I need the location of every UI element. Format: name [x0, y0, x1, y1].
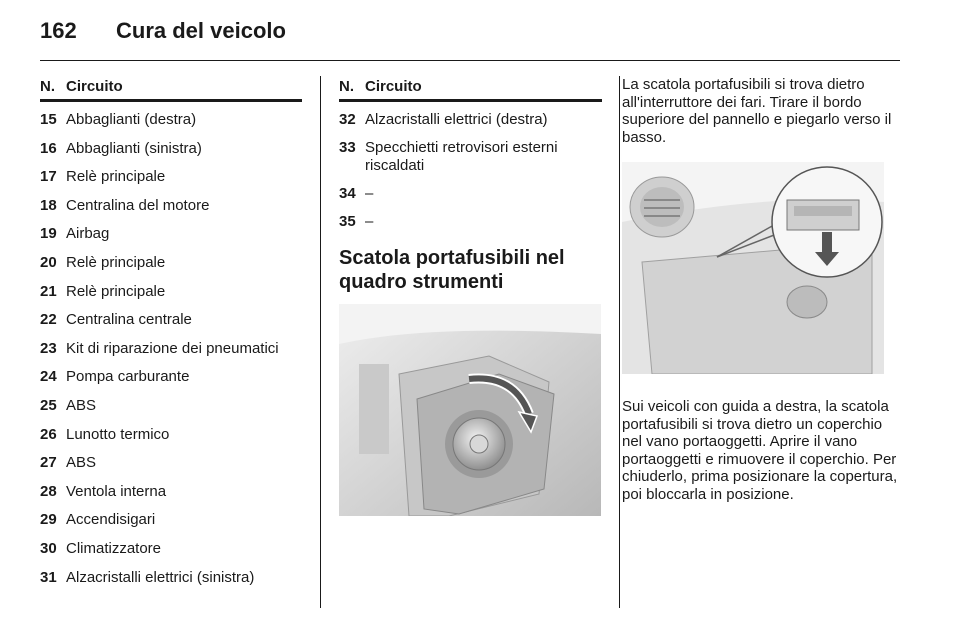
fuse-circuit: Centralina centrale — [66, 311, 192, 329]
fuse-row — [339, 134, 602, 180]
fuse-circuit: Alzacristalli elettrici (destra) — [365, 111, 548, 128]
fuse-row — [40, 249, 302, 278]
fuse-number: 15 — [40, 111, 57, 128]
fuse-number: 29 — [40, 511, 57, 529]
fuse-circuit: Pompa carburante — [66, 368, 190, 386]
fuse-number: 22 — [40, 311, 57, 329]
fuse-circuit: ABS — [66, 396, 97, 414]
fuse-number: 27 — [40, 454, 57, 472]
table-header — [40, 76, 302, 102]
fuse-number: 21 — [40, 282, 57, 300]
fuse-circuit: Airbag — [66, 225, 110, 243]
fuse-number: 20 — [40, 253, 57, 271]
fuse-row — [40, 392, 302, 421]
fuse-row — [339, 208, 602, 236]
fuse-circuit: ABS — [66, 454, 97, 472]
fuse-row — [40, 506, 302, 535]
instrument-panel-fusebox-illustration — [339, 304, 601, 516]
fuse-row — [339, 106, 602, 134]
page-title: Cura del veicolo — [116, 18, 286, 43]
glovebox-fusebox-illustration — [622, 162, 884, 374]
section-title: Scatola portafusibili nel quadro strumenti — [339, 247, 565, 293]
fuse-circuit: Climatizzatore — [66, 539, 162, 557]
fuse-number: 28 — [40, 482, 57, 500]
fuse-circuit: Relè principale — [66, 168, 166, 186]
page-header — [40, 18, 900, 52]
fuse-number: 18 — [40, 196, 57, 214]
fuse-row — [40, 192, 302, 221]
fuse-circuit: Abbaglianti (destra) — [66, 111, 197, 128]
fuse-number: 17 — [40, 168, 57, 186]
fuse-row — [40, 564, 302, 593]
fuse-circuit: – — [365, 185, 374, 202]
fuse-number: 30 — [40, 539, 57, 557]
fuse-circuit: Kit di riparazione dei pneumatici — [66, 339, 279, 357]
header-divider — [40, 60, 900, 61]
fuse-row — [40, 278, 302, 307]
fuse-number: 33 — [339, 139, 356, 156]
fuse-row — [40, 421, 302, 450]
fuse-number: 26 — [40, 425, 57, 443]
fuse-row — [40, 106, 302, 135]
fuse-circuit: Lunotto termico — [66, 425, 170, 443]
fuse-row — [40, 306, 302, 335]
column-header-circuit: Circuito — [66, 77, 123, 95]
column-divider — [320, 76, 321, 608]
fuse-circuit: Alzacristalli elettrici (sinistra) — [66, 568, 255, 586]
fuse-number: 16 — [40, 139, 57, 157]
fuse-row — [339, 180, 602, 208]
fuse-number: 19 — [40, 225, 57, 243]
fuse-table-left — [40, 76, 302, 592]
fuse-list-left — [40, 106, 302, 592]
fuse-circuit: Ventola interna — [66, 482, 167, 500]
fuse-circuit: – — [365, 213, 374, 230]
fuse-row — [40, 478, 302, 507]
fuse-row — [40, 135, 302, 164]
fuse-row — [40, 449, 302, 478]
fuse-circuit: Specchietti retrovisori esterni riscaldati — [365, 139, 558, 174]
fuse-circuit: Accendisigari — [66, 511, 156, 529]
column-header-circuit: Circuito — [365, 77, 422, 95]
fuse-list-right — [339, 106, 602, 236]
fuse-number: 23 — [40, 339, 57, 357]
fuse-number: 35 — [339, 213, 356, 230]
fuse-row — [40, 163, 302, 192]
fuse-row — [40, 363, 302, 392]
fuse-circuit: Relè principale — [66, 253, 166, 271]
fuse-circuit: Relè principale — [66, 282, 166, 300]
fuse-number: 32 — [339, 111, 356, 128]
fusebox-location-text: La scatola portafusibili si trova dietro all'interruttore dei fari. Tirare il bordo superiore del pannello e piegarlo verso il basso. — [622, 76, 892, 146]
fuse-number: 31 — [40, 568, 57, 586]
fuse-number: 24 — [40, 368, 57, 386]
fuse-row — [40, 335, 302, 364]
description-column — [622, 76, 904, 503]
column-header-number: N. — [339, 77, 354, 95]
fuse-table-right — [339, 76, 602, 516]
table-header — [339, 76, 602, 102]
glovebox-instructions-text: Sui veicoli con guida a destra, la scatola portafusibili si trova dietro un coperchio nel vano portaoggetti. Aprire il vano portaoggetti e rimuovere il coperchio. Per chiuderlo, prima posizionare la copertura, poi bloccarla in posizione. — [622, 398, 898, 503]
fuse-number: 25 — [40, 396, 57, 414]
fuse-circuit: Centralina del motore — [66, 196, 210, 214]
fuse-row — [40, 535, 302, 564]
fuse-number: 34 — [339, 185, 356, 202]
fuse-circuit: Abbaglianti (sinistra) — [66, 139, 202, 157]
column-divider — [619, 76, 620, 608]
fuse-row — [40, 220, 302, 249]
column-header-number: N. — [40, 77, 55, 95]
page-number: 162 — [40, 18, 77, 43]
